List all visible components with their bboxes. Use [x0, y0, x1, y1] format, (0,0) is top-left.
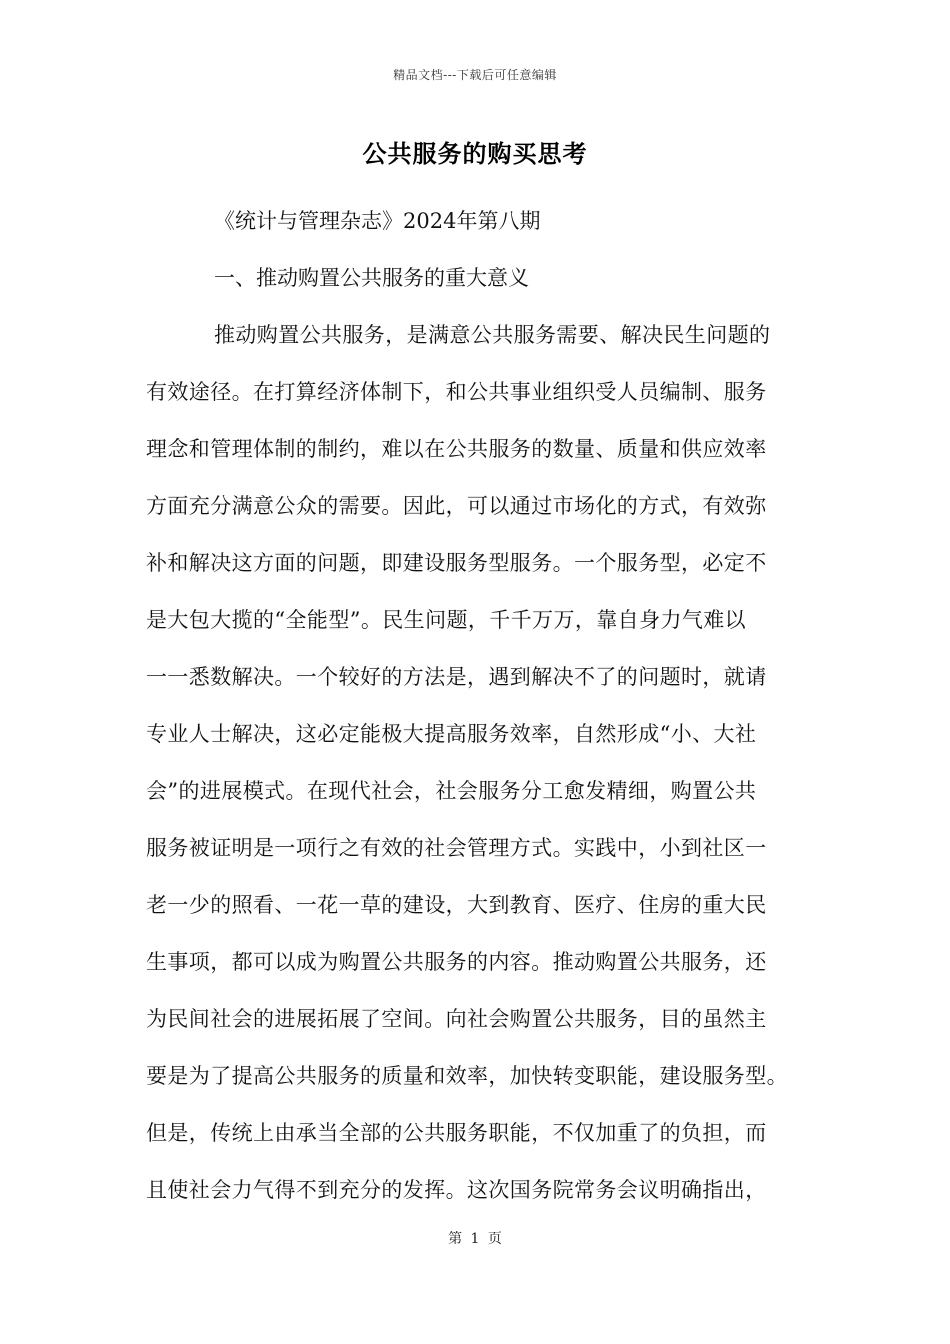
paragraph-line: 会”的进展模式。在现代社会，社会服务分工愈发精细，购置公共: [146, 779, 757, 803]
paragraph-line: 补和解决这方面的问题，即建设服务型服务。一个服务型，必定不: [146, 551, 767, 575]
page-number: 第 1 页: [448, 1231, 502, 1247]
paragraph-line: 要是为了提高公共服务的质量和效率，加快转变职能，建设服务型。: [146, 1064, 788, 1088]
paragraph-line: 方面充分满意公众的需要。因此，可以通过市场化的方式，有效弥: [146, 494, 767, 518]
paragraph-line: 是大包大揽的“全能型”。民生问题，千千万万，靠自身力气难以: [146, 608, 747, 632]
source-line: 《统计与管理杂志》2024年第八期: [214, 209, 541, 233]
paragraph-line: 有效途径。在打算经济体制下，和公共事业组织受人员编制、服务: [146, 380, 767, 404]
paragraph-line: 推动购置公共服务，是满意公共服务需要、解决民生问题的: [214, 323, 771, 347]
header-note: 精品文档---下载后可任意编辑: [393, 68, 557, 82]
paragraph-line: 专业人士解决，这必定能极大提高服务效率，自然形成“小、大社: [146, 722, 757, 746]
section-heading: 一、推动购置公共服务的重大意义: [214, 266, 529, 290]
paragraph-line: 但是，传统上由承当全部的公共服务职能，不仅加重了的负担，而: [146, 1121, 767, 1145]
paragraph-line: 老一少的照看、一花一草的建设，大到教育、医疗、住房的重大民: [146, 893, 767, 917]
paragraph-line: 且使社会力气得不到充分的发挥。这次国务院常务会议明确指出，: [146, 1178, 767, 1202]
paragraph-line: 生事项，都可以成为购置公共服务的内容。推动购置公共服务，还: [146, 950, 767, 974]
paragraph-line: 理念和管理体制的制约，难以在公共服务的数量、质量和供应效率: [146, 437, 767, 461]
paragraph-line: 一一悉数解决。一个较好的方法是，遇到解决不了的问题时，就请: [146, 665, 767, 689]
document-title: 公共服务的购买思考: [362, 139, 588, 168]
paragraph-line: 服务被证明是一项行之有效的社会管理方式。实践中，小到社区一: [146, 836, 767, 860]
paragraph-line: 为民间社会的进展拓展了空间。向社会购置公共服务，目的虽然主: [146, 1007, 767, 1031]
